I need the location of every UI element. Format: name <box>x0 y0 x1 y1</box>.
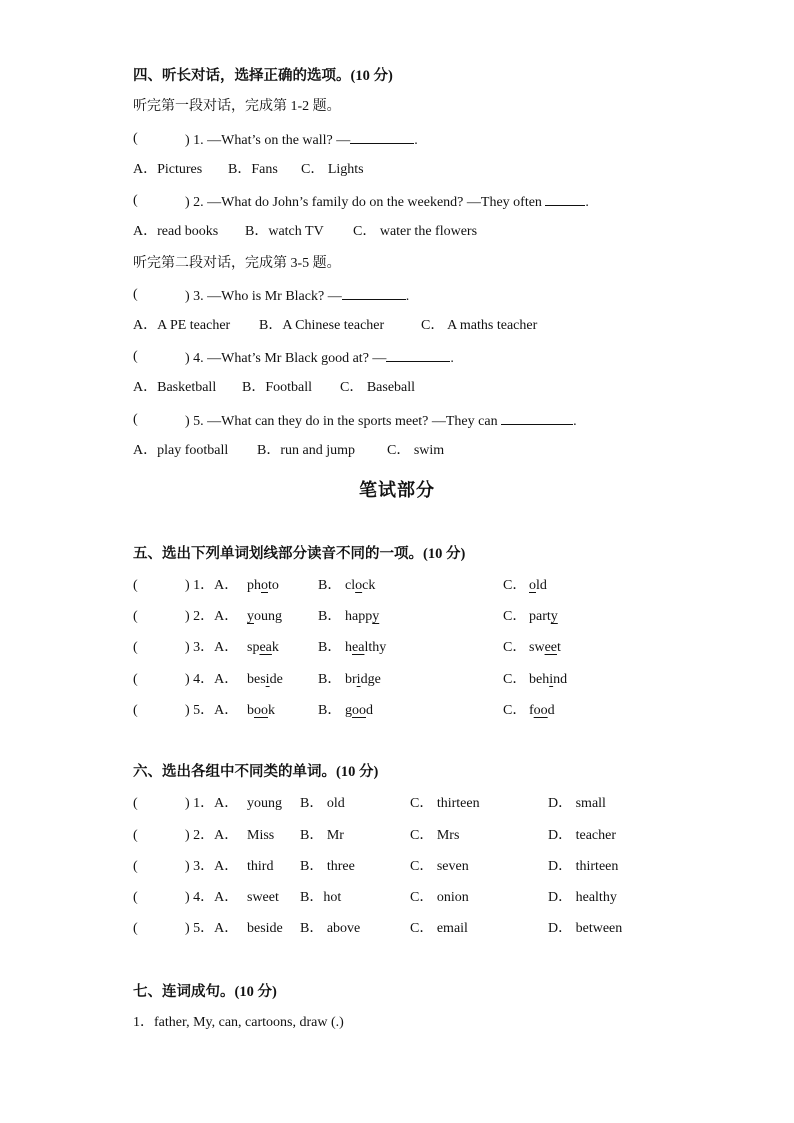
word-c: C． email <box>410 921 468 936</box>
answer-paren-open[interactable]: ( <box>133 131 138 146</box>
answer-paren-open[interactable]: ( <box>133 349 138 364</box>
word-c: party <box>529 609 558 624</box>
word-d: D． between <box>548 921 623 936</box>
row-number: ) 4．A． <box>185 890 239 905</box>
word-a: beside <box>247 921 283 936</box>
word-a: beside <box>247 672 283 687</box>
option-b: B．A Chinese teacher <box>259 318 385 333</box>
word-b: happy <box>345 609 380 624</box>
question-number: ) 3. —Who is Mr Black? — . <box>185 285 409 307</box>
written-part-title: 笔试部分 <box>359 480 435 500</box>
option-c-label: C． <box>503 703 527 718</box>
option-b: B．run and jump <box>257 443 355 458</box>
question-number: ) 2. —What do John’s family do on the weekend? —They often . <box>185 191 589 213</box>
section-5-header: 五、选出下列单词划线部分读音不同的一项。(10 分) <box>133 546 466 562</box>
word-c: behind <box>529 672 568 687</box>
option-b-label: B． <box>318 578 342 593</box>
row-number: ) 2．A． <box>185 609 239 624</box>
row-number: ) 1．A． <box>185 578 239 593</box>
word-b: B． old <box>300 796 345 811</box>
word-d: D． small <box>548 796 606 811</box>
question-number: ) 5. —What can they do in the sports meet? —They can . <box>185 410 577 432</box>
option-b: B．Fans <box>228 162 278 177</box>
row-number: ) 3．A． <box>185 640 239 655</box>
option-c-label: C． <box>503 578 527 593</box>
word-a: photo <box>247 578 279 593</box>
option-c: C． A maths teacher <box>421 318 538 333</box>
word-c: C． seven <box>410 859 469 874</box>
row-number: ) 4．A． <box>185 672 239 687</box>
option-b: B．Football <box>242 380 313 395</box>
option-b-label: B． <box>318 672 342 687</box>
answer-blank[interactable] <box>342 285 406 300</box>
row-number: ) 5．A． <box>185 703 239 718</box>
option-c: C． Baseball <box>340 380 416 395</box>
section-7-header: 七、连词成句。(10 分) <box>133 984 277 1000</box>
question-number: ) 4. —What’s Mr Black good at? — . <box>185 347 454 369</box>
word-c: food <box>529 703 555 718</box>
word-b: B．hot <box>300 890 342 905</box>
section-6-header: 六、选出各组中不同类的单词。(10 分) <box>133 764 379 780</box>
word-a: third <box>247 859 274 874</box>
word-c: C． Mrs <box>410 828 460 843</box>
answer-paren-open[interactable]: ( <box>133 828 138 843</box>
option-b-label: B． <box>318 703 342 718</box>
sentence-question-1: 1．father, My, can, cartoons, draw (.) <box>133 1015 344 1030</box>
option-c: C． swim <box>387 443 445 458</box>
option-b-label: B． <box>318 640 342 655</box>
word-a: Miss <box>247 828 275 843</box>
option-c: C． Lights <box>301 162 364 177</box>
answer-paren-open[interactable]: ( <box>133 412 138 427</box>
word-d: D． teacher <box>548 828 617 843</box>
word-b: healthy <box>345 640 387 655</box>
option-c: C． water the flowers <box>353 224 478 239</box>
word-a: book <box>247 703 275 718</box>
option-b: B．watch TV <box>245 224 324 239</box>
word-a: speak <box>247 640 279 655</box>
answer-blank[interactable] <box>386 347 450 362</box>
word-c: old <box>529 578 547 593</box>
answer-paren-open[interactable]: ( <box>133 193 138 208</box>
option-a: A．Basketball <box>133 380 217 395</box>
question-number: ) 1. —What’s on the wall? — . <box>185 129 418 151</box>
row-number: ) 3．A． <box>185 859 239 874</box>
word-a: young <box>247 609 282 624</box>
row-number: ) 5．A． <box>185 921 239 936</box>
word-c: C． thirteen <box>410 796 480 811</box>
answer-paren-open[interactable]: ( <box>133 287 138 302</box>
dialog-1-instruction: 听完第一段对话，完成第 1-2 题。 <box>133 99 341 114</box>
answer-paren-open[interactable]: ( <box>133 890 138 905</box>
answer-blank[interactable] <box>545 191 585 206</box>
option-a: A．Pictures <box>133 162 203 177</box>
word-a: sweet <box>247 890 279 905</box>
answer-paren-open[interactable]: ( <box>133 921 138 936</box>
option-a: A．read books <box>133 224 219 239</box>
answer-blank[interactable] <box>501 410 573 425</box>
answer-paren-open[interactable]: ( <box>133 578 138 593</box>
word-c: C． onion <box>410 890 469 905</box>
word-b: B． three <box>300 859 355 874</box>
word-b: bridge <box>345 672 381 687</box>
row-number: ) 1．A． <box>185 796 239 811</box>
word-b: B． Mr <box>300 828 344 843</box>
dialog-2-instruction: 听完第二段对话，完成第 3-5 题。 <box>133 256 341 271</box>
option-c-label: C． <box>503 609 527 624</box>
word-a: young <box>247 796 282 811</box>
answer-paren-open[interactable]: ( <box>133 640 138 655</box>
word-d: D． healthy <box>548 890 617 905</box>
answer-paren-open[interactable]: ( <box>133 672 138 687</box>
option-a: A．play football <box>133 443 229 458</box>
word-b: good <box>345 703 373 718</box>
word-d: D． thirteen <box>548 859 619 874</box>
option-a: A．A PE teacher <box>133 318 231 333</box>
option-c-label: C． <box>503 640 527 655</box>
word-c: sweet <box>529 640 561 655</box>
word-b: clock <box>345 578 376 593</box>
word-b: B． above <box>300 921 361 936</box>
answer-paren-open[interactable]: ( <box>133 796 138 811</box>
row-number: ) 2．A． <box>185 828 239 843</box>
option-b-label: B． <box>318 609 342 624</box>
answer-paren-open[interactable]: ( <box>133 609 138 624</box>
answer-paren-open[interactable]: ( <box>133 703 138 718</box>
option-c-label: C． <box>503 672 527 687</box>
section-4-header: 四、听长对话，选择正确的选项。(10 分) <box>133 68 393 84</box>
answer-paren-open[interactable]: ( <box>133 859 138 874</box>
answer-blank[interactable] <box>350 129 414 144</box>
